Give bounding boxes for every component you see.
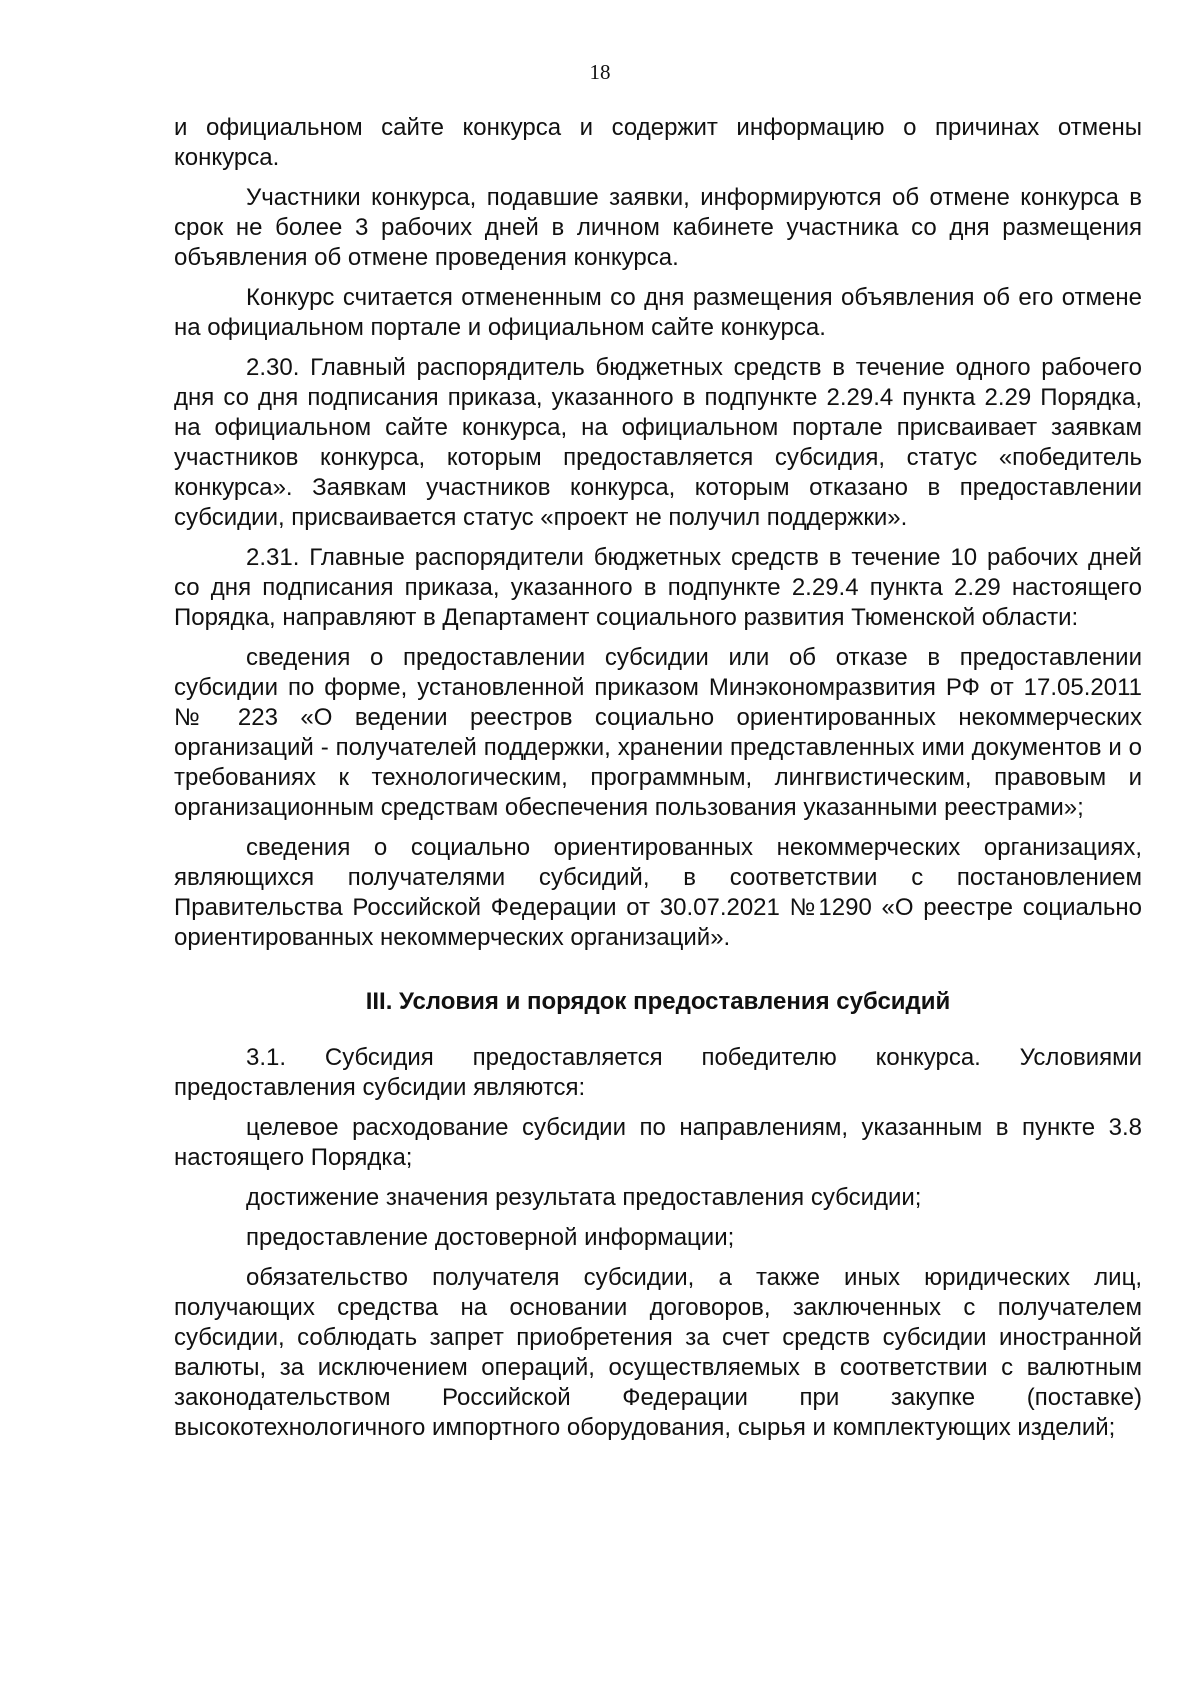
document-body	[174, 113, 1142, 1453]
list-item: обязательство получателя субсидии, а также иных юридических лиц, получающих средства на основании договоров, заключенных с получателем субсидии, соблюдать запрет приобретения за счет средств субсидии иностранной валюты, за исключением операций, осуществляемых в соответствии с валютным законодательством Российской Федерации при закупке (поставке) высокотехнологичного импортного оборудования, сырья и комплектующих изделий;	[174, 1264, 1142, 1441]
paragraph-clause-2-31: 2.31. Главные распорядители бюджетных средств в течение 10 рабочих дней со дня подписания приказа, указанного в подпункте 2.29.4 пункта 2.29 настоящего Порядка, направляют в Департамент социального развития Тюменской области:	[174, 544, 1142, 631]
list-item: целевое расходование субсидии по направлениям, указанным в пункте 3.8 настоящего Порядка;	[174, 1114, 1142, 1171]
paragraph: сведения о предоставлении субсидии или об отказе в предоставлении субсидии по форме, установленной приказом Минэкономразвития РФ от 17.05.2011 № 223 «О ведении реестров социально ориентированных некоммерческих организаций - получателей поддержки, хранении представленных ими документов и о требованиях к технологическим, программным, лингвистическим, правовым и организационным средствам обеспечения пользования указанными реестрами»;	[174, 644, 1142, 821]
paragraph-clause-2-30: 2.30. Главный распорядитель бюджетных средств в течение одного рабочего дня со дня подписания приказа, указанного в подпункте 2.29.4 пункта 2.29 Порядка, на официальном сайте конкурса, на официальном портале присваивает заявкам участников конкурса, которым предоставляется субсидия, статус «победитель конкурса». Заявкам участников конкурса, которым отказано в предоставлении субсидии, присваивается статус «проект не получил поддержки».	[174, 354, 1142, 531]
list-item: достижение значения результата предоставления субсидии;	[246, 1184, 922, 1211]
section-heading: III. Условия и порядок предоставления субсидий	[365, 988, 951, 1015]
paragraph: сведения о социально ориентированных некоммерческих организациях, являющихся получателями субсидий, в соответствии с постановлением Правительства Российской Федерации от 30.07.2021 №1290 «О реестре социально ориентированных некоммерческих организаций».	[174, 834, 1142, 951]
list-item: предоставление достоверной информации;	[246, 1224, 735, 1251]
paragraph: и официальном сайте конкурса и содержит информацию о причинах отмены конкурса.	[174, 114, 1142, 171]
paragraph-clause-3-1: 3.1. Субсидия предоставляется победителю конкурса. Условиями предоставления субсидии являются:	[174, 1044, 1142, 1101]
paragraph: Конкурс считается отмененным со дня размещения объявления об его отмене на официальном портале и официальном сайте конкурса.	[174, 284, 1142, 341]
page-number: 18	[589, 60, 611, 84]
paragraph: Участники конкурса, подавшие заявки, информируются об отмене конкурса в срок не более 3 рабочих дней в личном кабинете участника со дня размещения объявления об отмене проведения конкурса.	[174, 184, 1142, 271]
